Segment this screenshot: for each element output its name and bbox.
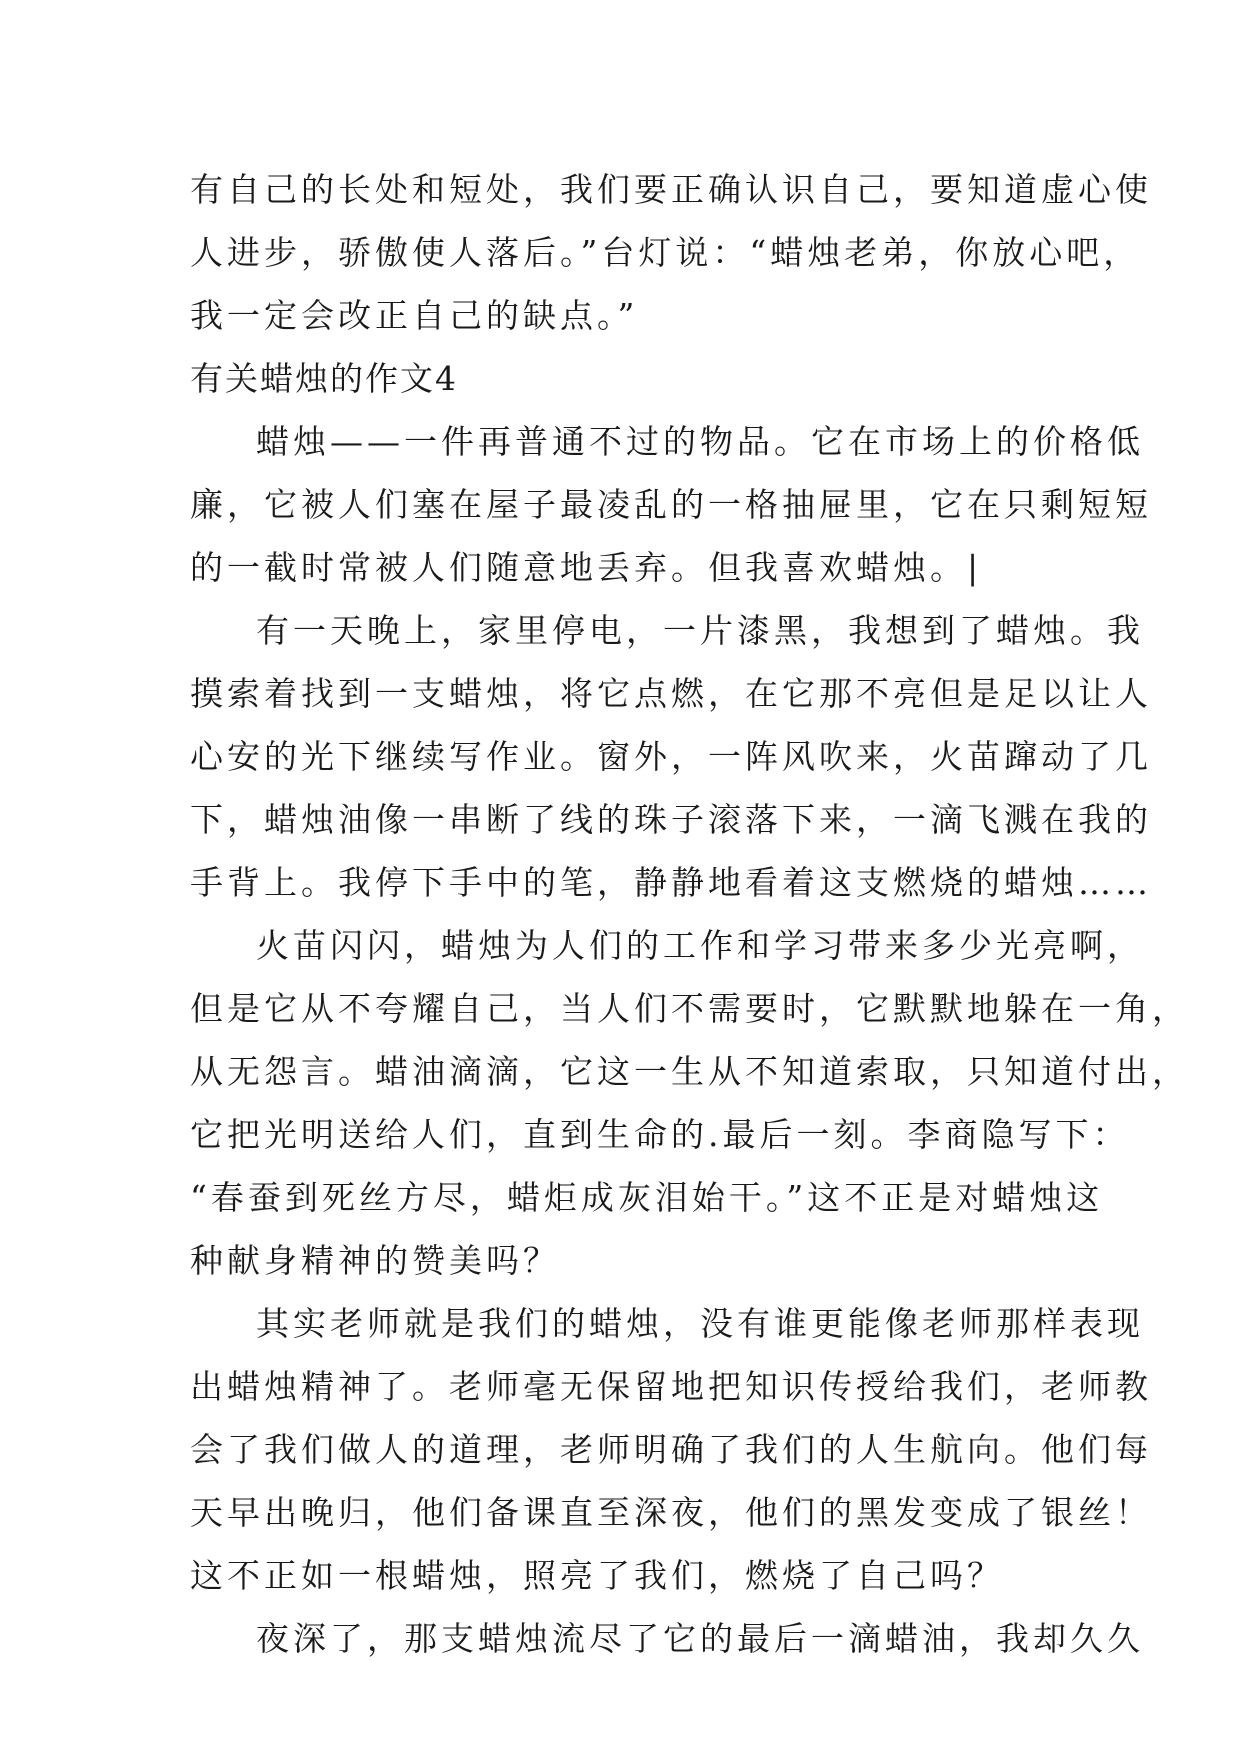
text-line: 从无怨言。蜡油滴滴，它这一生从不知道索取，只知道付出，	[190, 1052, 1189, 1091]
text-line: 有自己的长处和短处，我们要正确认识自己，要知道虚心使	[190, 170, 1152, 209]
text-line: 手背上。我停下手中的笔，静静地看着这支燃烧的蜡烛……	[190, 863, 1152, 902]
paragraph-first-line: 火苗闪闪，蜡烛为人们的工作和学习带来多少光亮啊，	[256, 926, 1144, 965]
text-line: 我一定会改正自己的缺点。”	[190, 296, 639, 335]
essay-body	[190, 158, 1189, 1670]
text-line: 廉，它被人们塞在屋子最凌乱的一格抽屉里，它在只剩短短	[190, 485, 1152, 524]
text-line: 天早出晚归，他们备课直至深夜，他们的黑发变成了银丝！	[190, 1493, 1152, 1532]
text-line: 人进步，骄傲使人落后。”台灯说：“蜡烛老弟，你放心吧，	[190, 233, 1141, 272]
text-line: 种献身精神的赞美吗？	[190, 1241, 560, 1280]
paragraph-first-line: 夜深了，那支蜡烛流尽了它的最后一滴蜡油，我却久久	[256, 1619, 1144, 1658]
text-line: 的一截时常被人们随意地丢弃。但我喜欢蜡烛。|	[190, 548, 983, 587]
text-line: 出蜡烛精神了。老师毫无保留地把知识传授给我们，老师教	[190, 1367, 1152, 1406]
text-line: 摸索着找到一支蜡烛，将它点燃，在它那不亮但是足以让人	[190, 674, 1152, 713]
text-line: 下，蜡烛油像一串断了线的珠子滚落下来，一滴飞溅在我的	[190, 800, 1152, 839]
text-line: 但是它从不夸耀自己，当人们不需要时，它默默地躲在一角，	[190, 989, 1189, 1028]
text-line: 它把光明送给人们，直到生命的.最后一刻。李商隐写下：	[190, 1115, 1130, 1154]
text-line: 这不正如一根蜡烛，照亮了我们，燃烧了自己吗？	[190, 1556, 1004, 1595]
paragraph-first-line: 其实老师就是我们的蜡烛，没有谁更能像老师那样表现	[256, 1304, 1144, 1343]
text-line: 心安的光下继续写作业。窗外，一阵风吹来，火苗蹿动了几	[190, 737, 1152, 776]
text-line: 会了我们做人的道理，老师明确了我们的人生航向。他们每	[190, 1430, 1152, 1469]
paragraph-first-line: 蜡烛——一件再普通不过的物品。它在市场上的价格低	[256, 422, 1144, 461]
text-line: “春蚕到死丝方尽，蜡炬成灰泪始干。”这不正是对蜡烛这	[190, 1178, 1104, 1217]
paragraph-first-line: 有一天晚上，家里停电，一片漆黑，我想到了蜡烛。我	[256, 611, 1144, 650]
section-heading: 有关蜡烛的作文4	[190, 359, 458, 398]
